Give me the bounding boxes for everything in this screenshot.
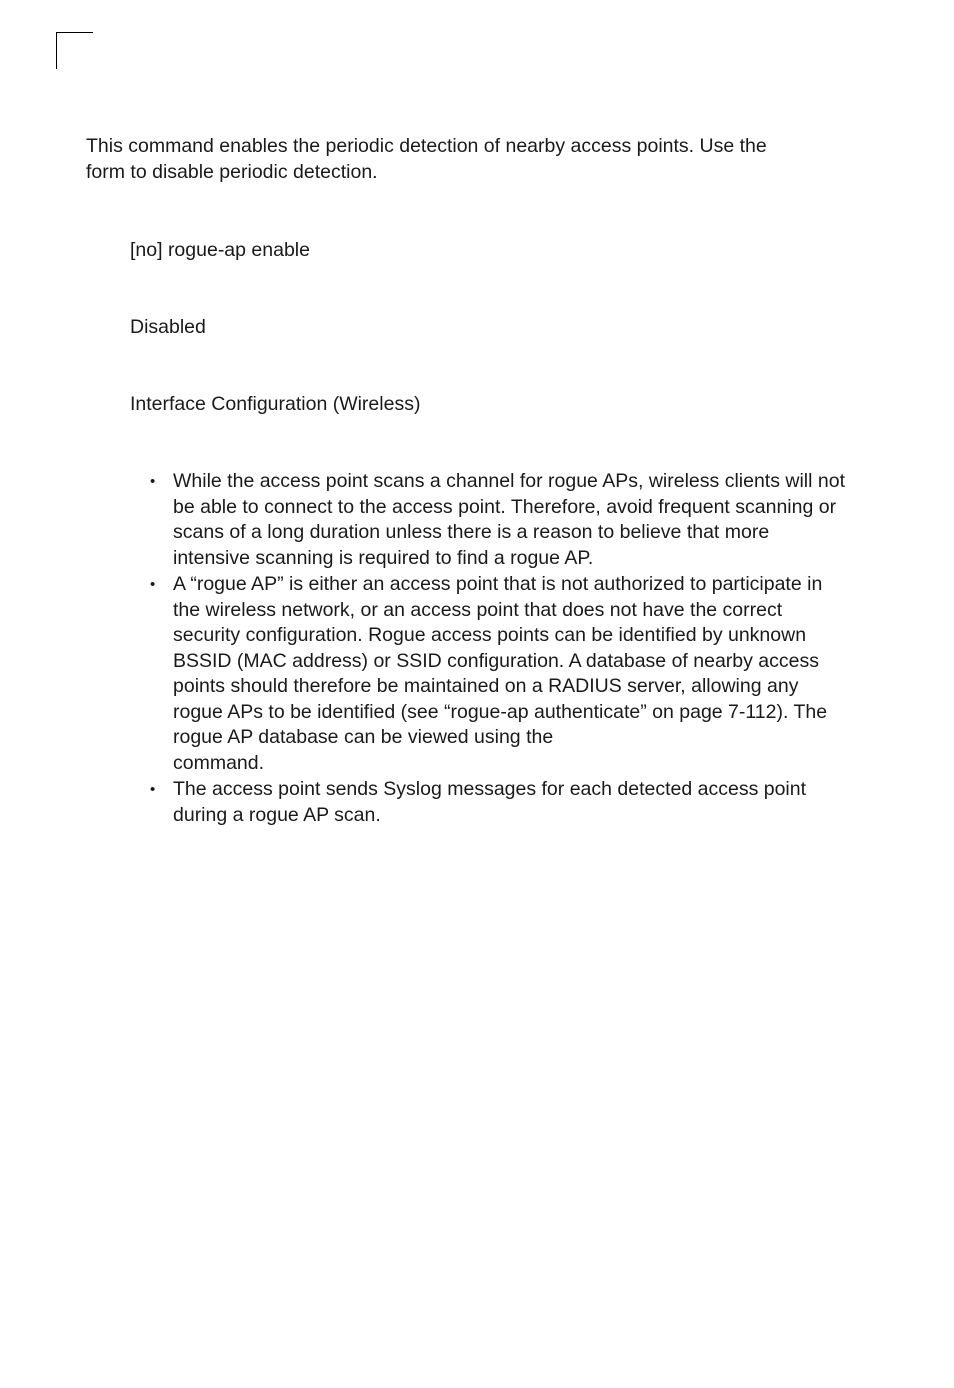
command-description [86, 134, 846, 185]
list-item [150, 469, 850, 571]
list-item [150, 572, 850, 776]
list-item-text: A “rogue AP” is either an access point that is not authorized to participate in the wireless network, or an access point that does not have the correct security configuration. Rogue access points can be identified by unknown BSSID (MAC address) or SSID configuration. A database of nearby access points should therefore be maintained on a RADIUS server, allowing any rogue APs to be identified (see “rogue-ap authenticate” on page 7-112). The rogue AP database can be viewed using the [173, 573, 828, 748]
list-item-text: While the access point scans a channel for rogue APs, wireless clients will not be able to connect to the access point. Therefore, avoid frequent scanning or scans of a long duration unless there is a reason to believe that more intensive scanning is required to find a rogue AP. [173, 470, 845, 569]
bullet-icon: • [150, 781, 156, 798]
command-syntax: [no] rogue-ap enable [130, 239, 310, 261]
usage-guidelines-list [150, 469, 850, 829]
description-line-1: This command enables the periodic detection of nearby access points. Use the [86, 135, 767, 157]
bullet-icon: • [150, 576, 156, 593]
description-line-2: form to disable periodic detection. [86, 160, 378, 183]
crop-mark-vertical [56, 32, 57, 69]
list-item-text: The access point sends Syslog messages for each detected access point during a rogue AP scan. [173, 778, 807, 826]
bullet-icon: • [150, 473, 156, 490]
default-setting: Disabled [130, 316, 206, 338]
command-mode: Interface Configuration (Wireless) [130, 393, 421, 415]
list-item [150, 777, 850, 828]
list-item-text-tail: command. [173, 751, 265, 774]
crop-mark-horizontal [56, 32, 93, 33]
